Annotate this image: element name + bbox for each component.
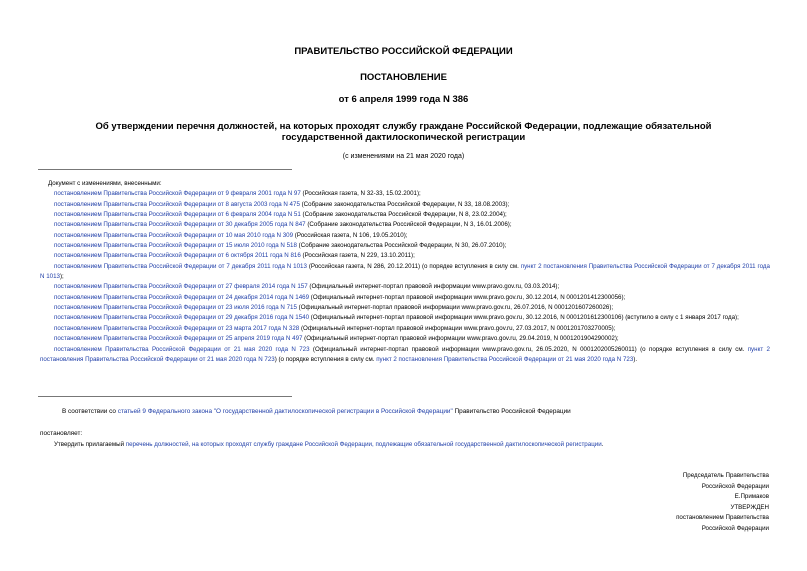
amendment-link[interactable]: постановлением Правительства Российской Федерации от 30 декабря 2005 года N 847 xyxy=(54,221,306,229)
amendment-item xyxy=(40,303,770,313)
amendment-source: (Российская газета, N 106, 19.05.2010); xyxy=(293,231,408,239)
amendment-link[interactable]: постановлением Правительства Российской Федерации от 9 февраля 2001 года N 97 xyxy=(54,190,301,198)
document-date-number: от 6 апреля 1999 года N 386 xyxy=(338,94,469,105)
approved-by: постановлением Правительства xyxy=(676,514,769,522)
amendment-source: ); xyxy=(59,273,64,281)
amendment-item xyxy=(40,313,770,323)
amendment-link[interactable]: постановлением Правительства Российской Федерации от 7 декабря 2011 года N 1013 xyxy=(54,262,307,270)
amendment-source: ) (о порядке вступления в силу см. xyxy=(274,355,377,363)
amendment-link[interactable]: постановлением Правительства Российской Федерации от 6 февраля 2004 года N 51 xyxy=(54,211,301,219)
approve-text-start: Утвердить прилагаемый xyxy=(54,441,126,448)
signature-country: Российской Федерации xyxy=(701,482,769,490)
government-heading: ПРАВИТЕЛЬСТВО РОССИЙСКОЙ ФЕДЕРАЦИИ xyxy=(294,46,513,57)
amendment-source: (Официальный интернет-портал правовой информации www.pravo.gov.ru, 26.05.2020, N 0001202005260011) (о порядке вступления в силу см. xyxy=(309,345,748,353)
preamble-text-start: В соответствии со xyxy=(62,408,118,415)
amendment-link[interactable]: постановлением Правительства Российской Федерации от 15 июля 2010 года N 518 xyxy=(54,242,297,250)
amendment-source: (Собрание законодательства Российской Федерации, N 3, 16.01.2006); xyxy=(305,221,512,229)
document-title: Об утверждении перечня должностей, на которых проходят службу граждане Российской Федерации, подлежащие обязательной государственной дактилоскопической регистрации xyxy=(95,121,712,143)
amendment-item xyxy=(40,189,770,199)
amendment-source: ). xyxy=(633,355,638,363)
amendment-link[interactable]: постановлением Правительства Российской Федерации от 23 марта 2017 года N 328 xyxy=(54,324,300,332)
amendment-item xyxy=(40,282,770,292)
amendment-item xyxy=(40,220,770,230)
amendment-source: (Официальный интернет-портал правовой информации www.pravo.gov.ru, 30.12.2016, N 0001201612300106) (вступило в силу с 1 января 2017 года); xyxy=(309,314,739,322)
amended-note: (с изменениями на 21 мая 2020 года) xyxy=(342,153,465,160)
document-type: ПОСТАНОВЛЕНИЕ xyxy=(360,72,447,83)
amendment-item xyxy=(40,251,770,261)
amendment-link[interactable]: постановлением Правительства Российской Федерации от 29 декабря 2016 года N 1540 xyxy=(54,314,310,322)
federal-law-link[interactable]: статьей 9 Федерального закона "О государственной дактилоскопической регистрации в Российской Федерации" xyxy=(117,408,453,415)
amendment-source: (Собрание законодательства Российской Федерации, N 8, 23.02.2004); xyxy=(300,211,507,219)
preamble xyxy=(62,408,571,415)
amendment-source: (Официальный интернет-портал правовой информации www.pravo.gov.ru, 27.03.2017, N 0001201703270005); xyxy=(299,324,616,332)
amendment-source: (Официальный интернет-портал правовой информации www.pravo.gov.ru, 26.07.2016, N 0001201607260026); xyxy=(296,304,614,312)
amendment-source: (Официальный интернет-портал правовой информации www.pravo.gov.ru, 03.03.2014); xyxy=(307,283,560,291)
amendment-item xyxy=(40,210,770,220)
amendment-link[interactable]: постановлением Правительства Российской Федерации от 10 мая 2010 года N 309 xyxy=(54,231,294,239)
amendment-item xyxy=(40,334,770,344)
approved-label: УТВЕРЖДЕН xyxy=(730,503,769,511)
amendment-link[interactable]: постановлением Правительства Российской Федерации от 27 февраля 2014 года N 157 xyxy=(54,283,308,291)
preamble-text-end: Правительство Российской Федерации xyxy=(452,408,571,415)
amendments-block xyxy=(40,179,770,365)
amendment-item xyxy=(40,200,770,210)
amendment-source: (Российская газета, N 286, 20.12.2011) (о порядке вступления в силу см. xyxy=(306,262,521,270)
approved-by-country: Российской Федерации xyxy=(701,524,769,532)
amendment-item xyxy=(40,293,770,303)
amendment-item xyxy=(40,324,770,334)
amendments-list xyxy=(40,189,770,365)
amendments-intro: Документ с изменениями, внесенными: xyxy=(48,180,162,187)
amendment-item xyxy=(40,345,770,366)
amendment-source: (Официальный интернет-портал правовой информации www.pravo.gov.ru, 30.12.2014, N 0001201412300056); xyxy=(309,293,626,301)
amendment-link[interactable]: пункт 2 постановления Правительства Российской Федерации от 7 декабря 2011 года N 1013 xyxy=(40,262,770,281)
resolves-text: постановляет: xyxy=(40,430,83,437)
approve-paragraph xyxy=(54,441,603,448)
positions-list-link[interactable]: перечень должностей, на которых проходят службу граждане Российской Федерации, подлежащие обязательной государственной дактилоскопической регистрации xyxy=(125,441,602,448)
amendment-link[interactable]: постановлением Правительства Российской Федерации от 24 декабря 2014 года N 1469 xyxy=(54,293,310,301)
amendment-link[interactable]: постановлением Правительства Российской Федерации от 21 мая 2020 года N 723 xyxy=(54,345,310,353)
signature-name: Е.Примаков xyxy=(734,493,769,501)
amendment-link[interactable]: постановлением Правительства Российской Федерации от 25 апреля 2019 года N 497 xyxy=(54,335,303,343)
amendment-source: (Российская газета, N 32-33, 15.02.2001); xyxy=(300,190,421,198)
amendment-link[interactable]: постановлением Правительства Российской Федерации от 23 июля 2016 года N 715 xyxy=(54,304,297,312)
amendment-link[interactable]: постановлением Правительства Российской Федерации от 8 августа 2003 года N 475 xyxy=(54,200,300,208)
amendment-item xyxy=(40,241,770,251)
signature-block xyxy=(676,471,769,535)
signature-position: Председатель Правительства xyxy=(682,472,769,479)
amendment-link[interactable]: пункт 2 постановления Правительства Российской Федерации от 21 мая 2020 года N 723 xyxy=(40,345,770,363)
amendment-link[interactable]: пункт 2 постановления Правительства Российской Федерации от 21 мая 2020 года N 723 xyxy=(376,355,634,363)
amendment-source: (Официальный интернет-портал правовой информации www.pravo.gov.ru, 29.04.2019, N 0001201904290002); xyxy=(302,335,619,343)
amendment-item xyxy=(40,231,770,241)
approve-text-end: . xyxy=(601,441,604,448)
divider-bottom xyxy=(38,396,292,397)
amendment-source: (Собрание законодательства Российской Федерации, N 30, 26.07.2010); xyxy=(296,242,507,250)
divider-top xyxy=(38,169,292,170)
amendment-source: (Собрание законодательства Российской Федерации, N 33, 18.08.2003); xyxy=(299,200,510,208)
amendment-item xyxy=(40,262,770,283)
amendment-link[interactable]: постановлением Правительства Российской Федерации от 6 октября 2011 года N 816 xyxy=(54,252,301,260)
amendment-source: (Российская газета, N 229, 13.10.2011); xyxy=(300,252,415,260)
